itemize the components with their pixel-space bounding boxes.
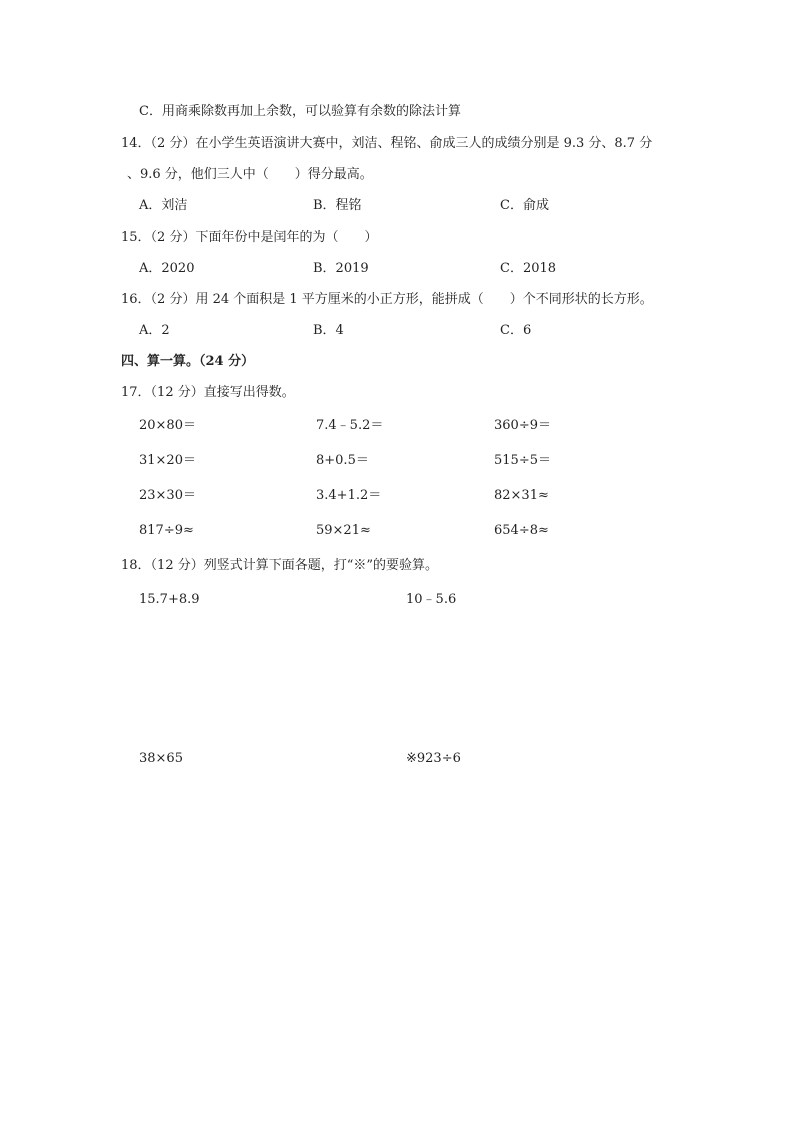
q18-stem: 18．（12 分）列竖式计算下面各题，打“※”的要验算。: [121, 558, 439, 573]
q16-option-b: B．4: [313, 323, 344, 338]
q17-item: 20×80＝: [139, 418, 196, 433]
q17-stem: 17．（12 分）直接写出得数。: [121, 385, 295, 400]
q17-item: 23×30＝: [139, 488, 196, 503]
q15-option-c: C．2018: [500, 261, 557, 276]
q17-item: 8+0.5＝: [316, 453, 369, 468]
q13-option-c: C．用商乘除数再加上余数，可以验算有余数的除法计算: [139, 104, 461, 119]
q17-item: 82×31≈: [494, 488, 549, 503]
q15-option-a: A．2020: [139, 261, 195, 276]
q18-problem: 10﹣5.6: [406, 592, 457, 607]
q14-stem-line1: 14．（2 分）在小学生英语演讲大赛中，刘洁、程铭、俞成三人的成绩分别是 9.3 分、8.7 分: [121, 136, 653, 151]
q17-item: 3.4+1.2＝: [316, 488, 382, 503]
q14-stem-line2: 、9.6 分，他们三人中（ ）得分最高。: [127, 167, 373, 182]
q15-stem: 15．（2 分）下面年份中是闰年的为（ ）: [121, 230, 378, 245]
q17-item: 59×21≈: [316, 523, 371, 538]
q15-option-b: B．2019: [313, 261, 369, 276]
q17-item: 360÷9＝: [494, 418, 551, 433]
q14-option-c: C．俞成: [500, 198, 549, 213]
q16-option-a: A．2: [139, 323, 170, 338]
q14-option-b: B．程铭: [313, 198, 362, 213]
q16-stem: 16．（2 分）用 24 个面积是 1 平方厘米的小正方形，能拼成（ ）个不同形状的长方形。: [121, 292, 653, 307]
q18-problem: 38×65: [139, 751, 183, 766]
q17-item: 515÷5＝: [494, 453, 551, 468]
q17-item: 654÷8≈: [494, 523, 549, 538]
q18-problem: ※923÷6: [406, 751, 461, 766]
q17-item: 7.4﹣5.2＝: [316, 418, 384, 433]
q16-option-c: C．6: [500, 323, 532, 338]
q17-item: 817÷9≈: [139, 523, 194, 538]
q17-item: 31×20＝: [139, 453, 196, 468]
section-title: 四、算一算。（24 分）: [121, 354, 255, 369]
q14-option-a: A．刘洁: [139, 198, 188, 213]
q18-problem: 15.7+8.9: [139, 592, 200, 607]
